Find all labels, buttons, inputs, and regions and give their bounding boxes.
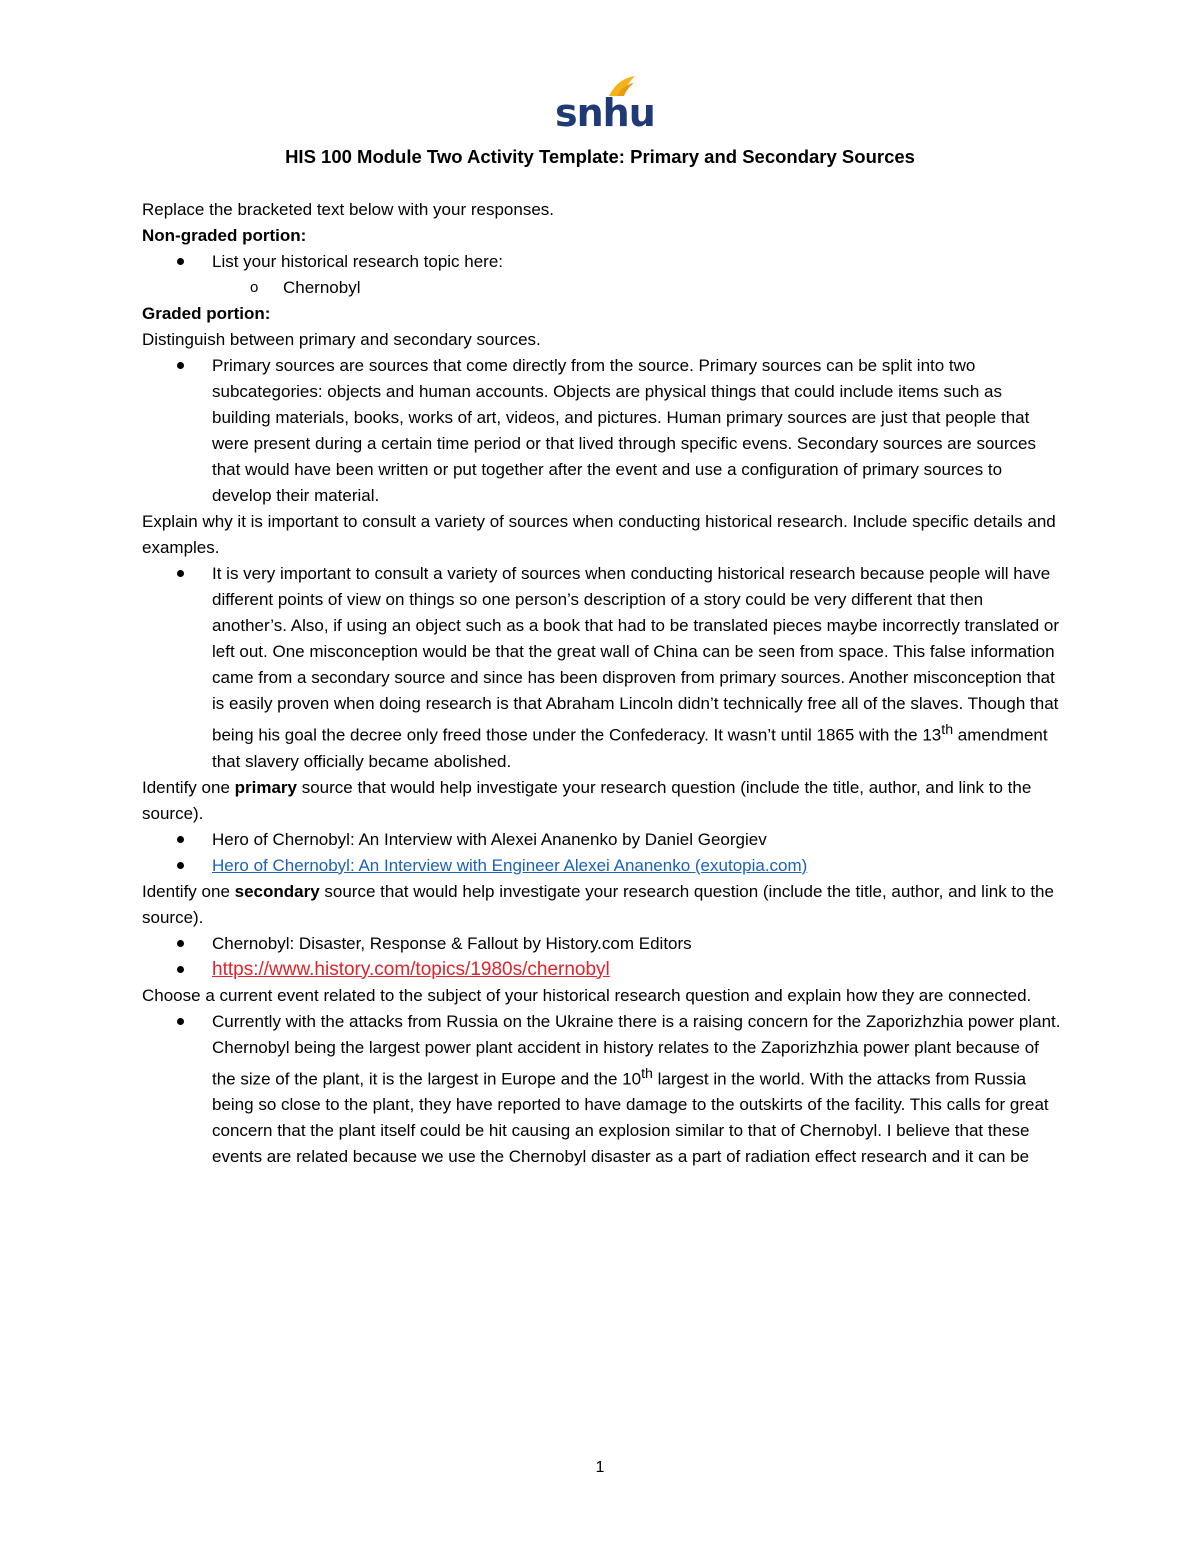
question-4: Identify one secondary source that would help investigate your research question (include the title, author, and link to the source). [142,881,1054,927]
question-2: Explain why it is important to consult a variety of sources when conducting historical research. Include specific details and examples. [142,512,1056,557]
list-item: List your historical research topic here: [142,249,1062,275]
non-graded-heading: Non-graded portion: [142,226,307,245]
question-3: Identify one primary source that would help investigate your research question (include the title, author, and link to the source). [142,777,1032,823]
secondary-source-title: Chernobyl: Disaster, Response & Fallout by History.com Editors [142,931,1062,957]
document-body [142,197,1062,1170]
superscript: th [641,1065,653,1082]
topic-answer: o Chernobyl [142,275,1062,301]
primary-source-title: Hero of Chernobyl: An Interview with Alexei Ananenko by Daniel Georgiev [142,827,1062,853]
question-1: Distinguish between primary and secondary sources. [142,330,541,349]
answer-1: Primary sources are sources that come directly from the source. Primary sources can be split into two subcategories: objects and human accounts. Objects are physical things that could include items such as building materials, books, works of art, videos, and pictures. Human primary sources are just that people that were present during a certain time period or that lived through specific evens. Secondary sources are sources that would have been written or put together after the event and use a configuration of primary sources to develop their material. [142,353,1062,509]
answer-4-list [142,931,1062,983]
snhu-logo [555,74,655,135]
answer-1-list [142,353,1062,509]
answer-5: Currently with the attacks from Russia on the Ukraine there is a raising concern for the Zaporizhzhia power plant. Chernobyl being the largest power plant accident in history relates to the Zaporizhzhia power plant because of the size of the plant, it is the largest in Europe and the 10th largest in the world. With the attacks from Russia being so close to the plant, they have reported to have damage to the outskirts of the facility. This calls for great concern that the plant itself could be hit causing an explosion similar to that of Chernobyl. I believe that these events are related because we use the Chernobyl disaster as a part of radiation effect research and it can be [142,1009,1062,1171]
document-title: HIS 100 Module Two Activity Template: Primary and Secondary Sources [285,146,915,167]
question-5: Choose a current event related to the subject of your historical research question and explain how they are connected. [142,985,1032,1005]
answer-2-list [142,561,1062,775]
answer-3-list [142,827,1062,879]
logo-wordmark: snhu [555,91,655,135]
superscript: th [941,722,954,738]
answer-5-list [142,1009,1062,1171]
primary-source-link[interactable]: Hero of Chernobyl: An Interview with Engineer Alexei Ananenko (exutopia.com) [212,855,808,875]
answer-2: It is very important to consult a variety of sources when conducting historical research because people will have different points of view on things so one person’s description of a story could be very different that then another’s. Also, if using an object such as a book that had to be translated pieces maybe incorrectly translated or left out. One misconception would be that the great wall of China can be seen from space. This false information came from a secondary source and since has been disproven from primary sources. Another misconception that is easily proven when doing research is that Abraham Lincoln didn’t technically free all of the slaves. Though that being his goal the decree only freed those under the Confederacy. It wasn’t until 1865 with the 13th amendment that slavery officially became abolished. [142,561,1062,775]
secondary-source-link[interactable]: https://www.history.com/topics/1980s/chernobyl [212,958,610,980]
graded-heading: Graded portion: [142,304,271,323]
non-graded-list [142,249,1062,275]
secondary-source-link-item [142,957,1062,983]
primary-source-link-item [142,853,1062,879]
page-number: 1 [595,1459,605,1476]
topic-sublist [142,275,1062,301]
intro-text: Replace the bracketed text below with your responses. [142,200,555,219]
